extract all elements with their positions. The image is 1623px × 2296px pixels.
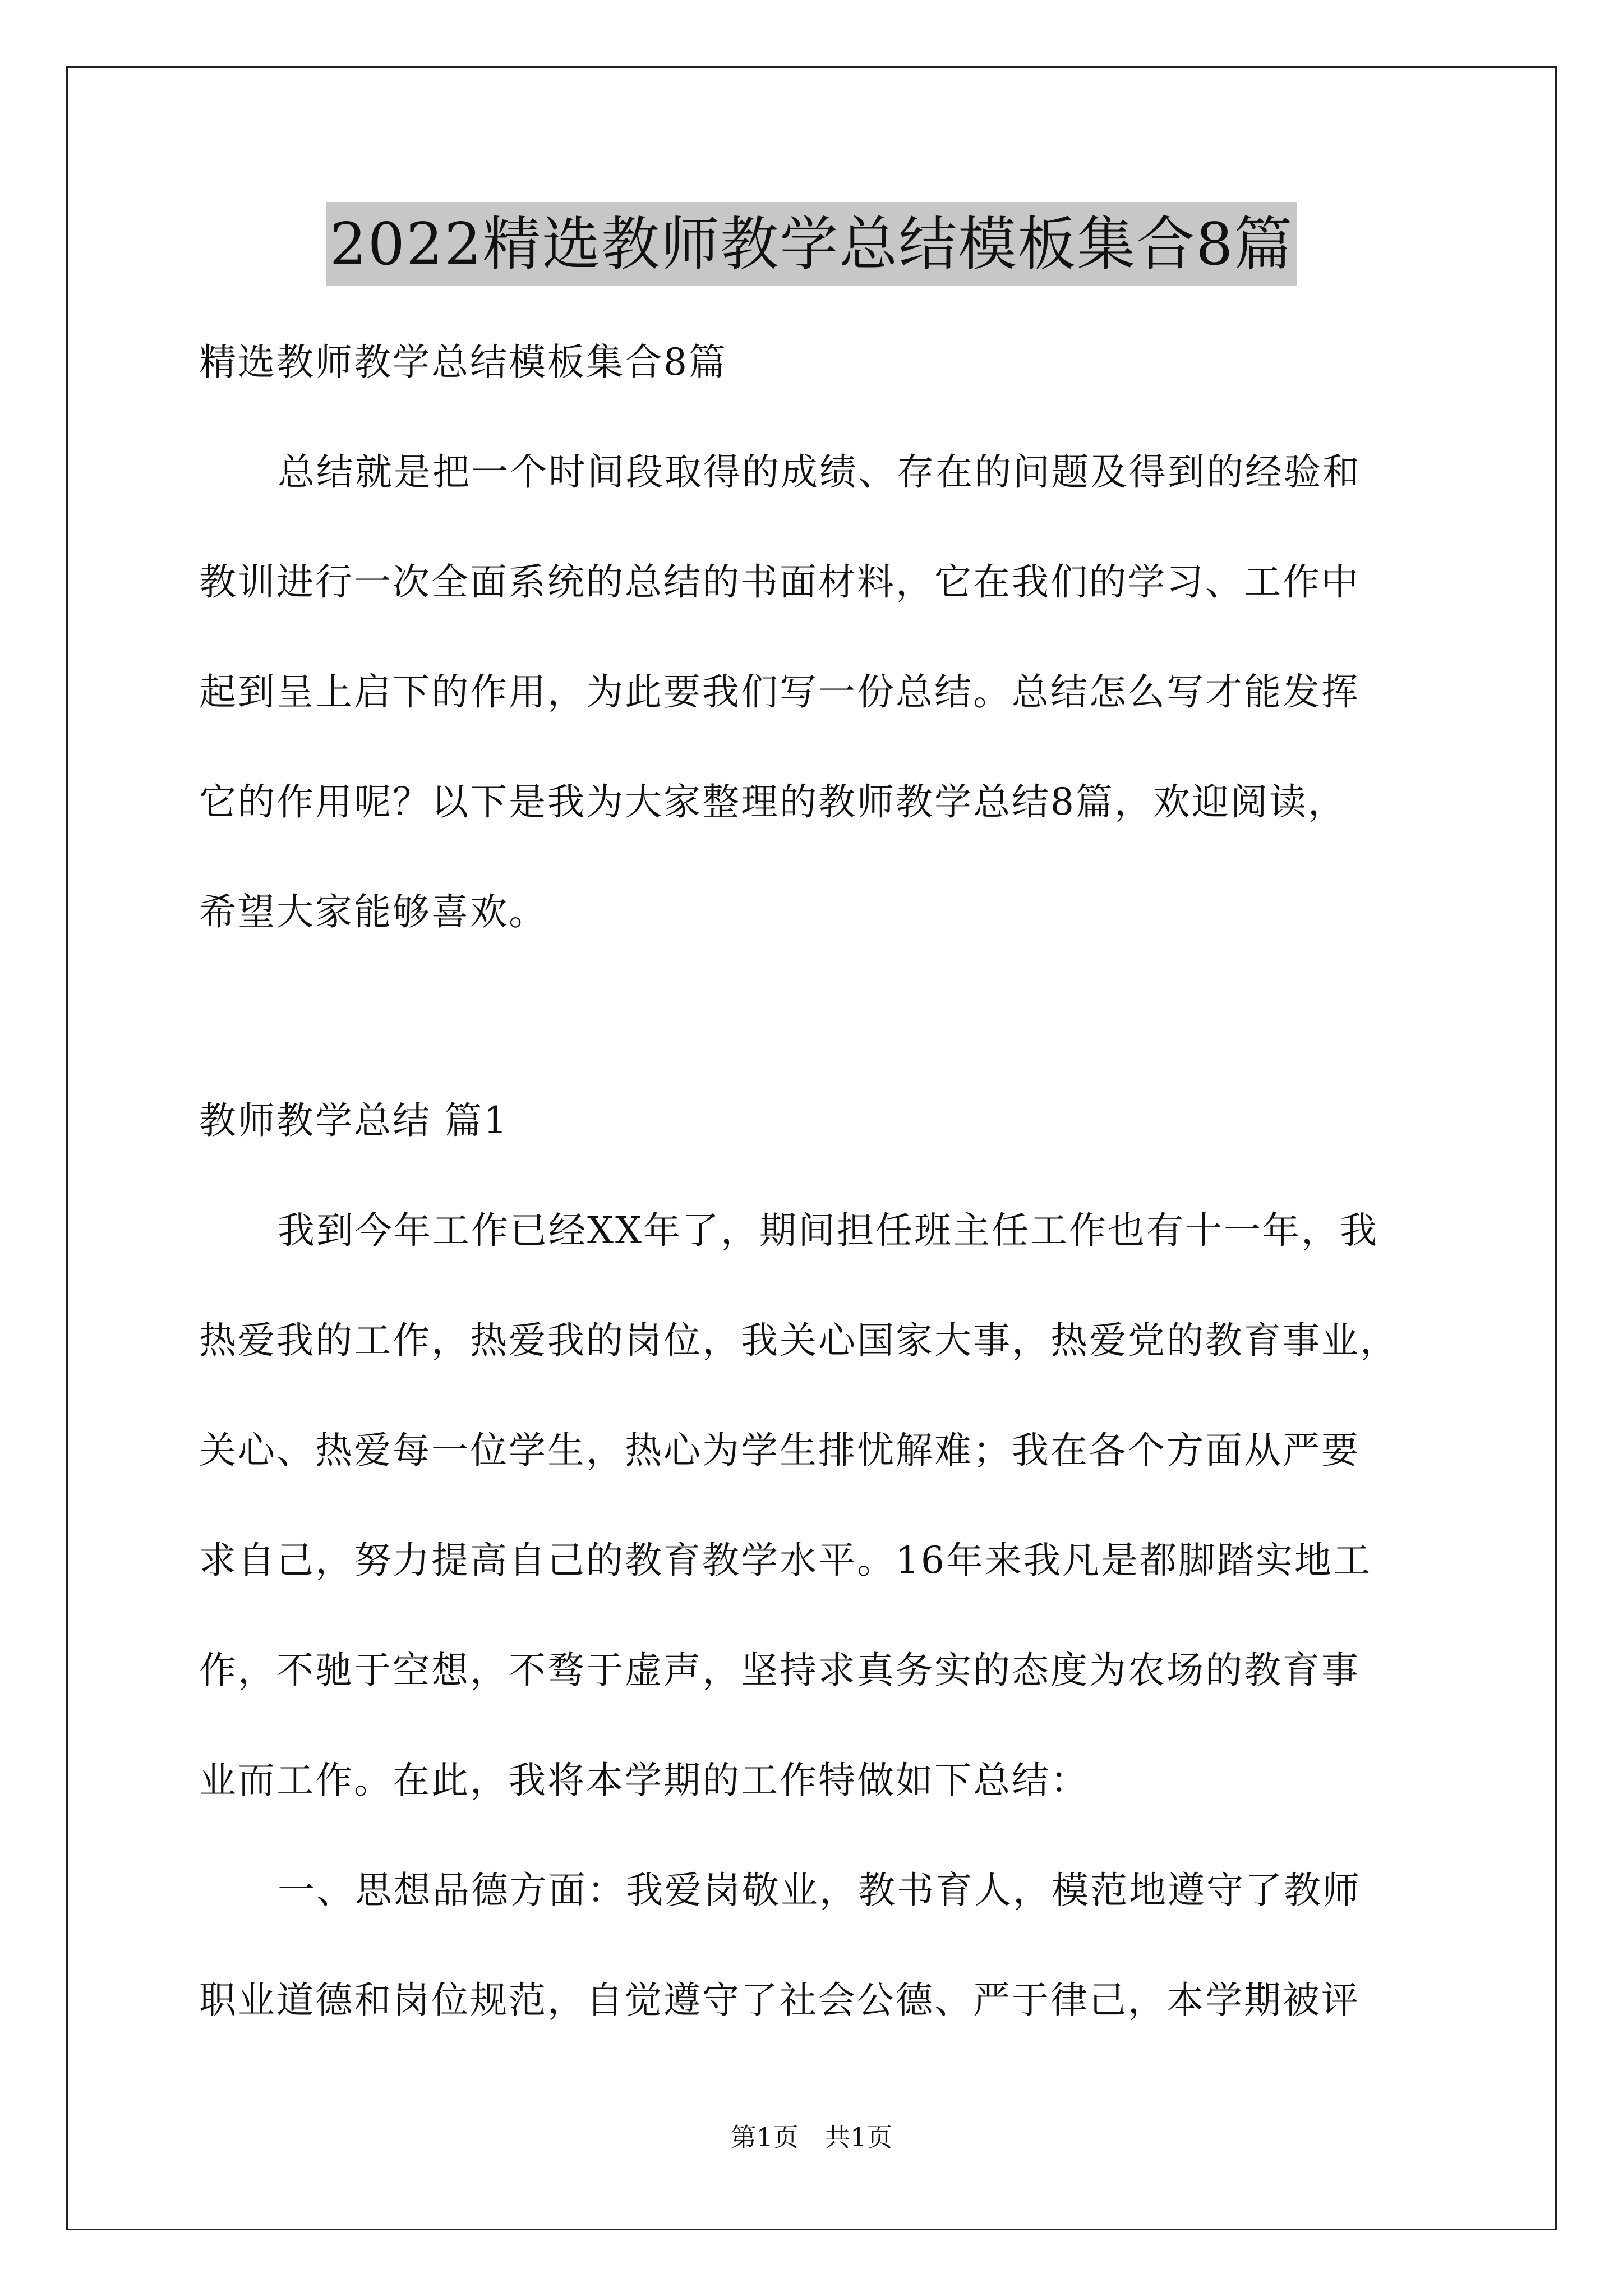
paragraph-line: 关心、热爱每一位学生，热心为学生排忧解难；我在各个方面从严要 (199, 1429, 1360, 1472)
spacer (199, 967, 1461, 1066)
page-footer: 第1页 共1页 (730, 2122, 893, 2152)
paragraph-line: 我到今年工作已经XX年了，期间担任班主任工作也有十一年，我 (278, 1209, 1378, 1252)
intro-line: 希望大家能够喜欢。 (199, 890, 547, 933)
intro-line: 教训进行一次全面系统的总结的书面材料，它在我们的学习、工作中 (199, 560, 1360, 604)
title-container (0, 202, 1623, 286)
document-body (199, 307, 1461, 2055)
intro-line: 它的作用呢？以下是我为大家整理的教师教学总结8篇，欢迎阅读， (199, 780, 1347, 823)
section-paragraph-1 (199, 1176, 1461, 1835)
paragraph-line: 热爱我的工作，热爱我的岗位，我关心国家大事，热爱党的教育事业， (199, 1319, 1399, 1362)
document-subtitle: 精选教师教学总结模板集合8篇 (199, 341, 727, 384)
paragraph-line: 作，不驰于空想，不骛于虚声，坚持求真务实的态度为农场的教育事 (199, 1649, 1360, 1692)
intro-line: 起到呈上启下的作用，为此要我们写一份总结。总结怎么写才能发挥 (199, 670, 1360, 714)
intro-line: 总结就是把一个时间段取得的成绩、存在的问题及得到的经验和 (278, 450, 1361, 494)
paragraph-line: 职业道德和岗位规范，自觉遵守了社会公德、严于律己，本学期被评 (199, 1978, 1360, 2022)
document-title: 2022精选教师教学总结模板集合8篇 (326, 202, 1297, 286)
section-heading: 教师教学总结 篇1 (199, 1099, 509, 1142)
paragraph-line: 求自己，努力提高自己的教育教学水平。16年来我凡是都脚踏实地工 (199, 1539, 1372, 1582)
section-paragraph-2 (199, 1835, 1461, 2055)
intro-paragraph (199, 417, 1461, 967)
paragraph-line: 一、思想品德方面：我爱岗敬业，教书育人，模范地遵守了教师 (278, 1869, 1361, 1912)
paragraph-line: 业而工作。在此，我将本学期的工作特做如下总结： (199, 1759, 1089, 1802)
